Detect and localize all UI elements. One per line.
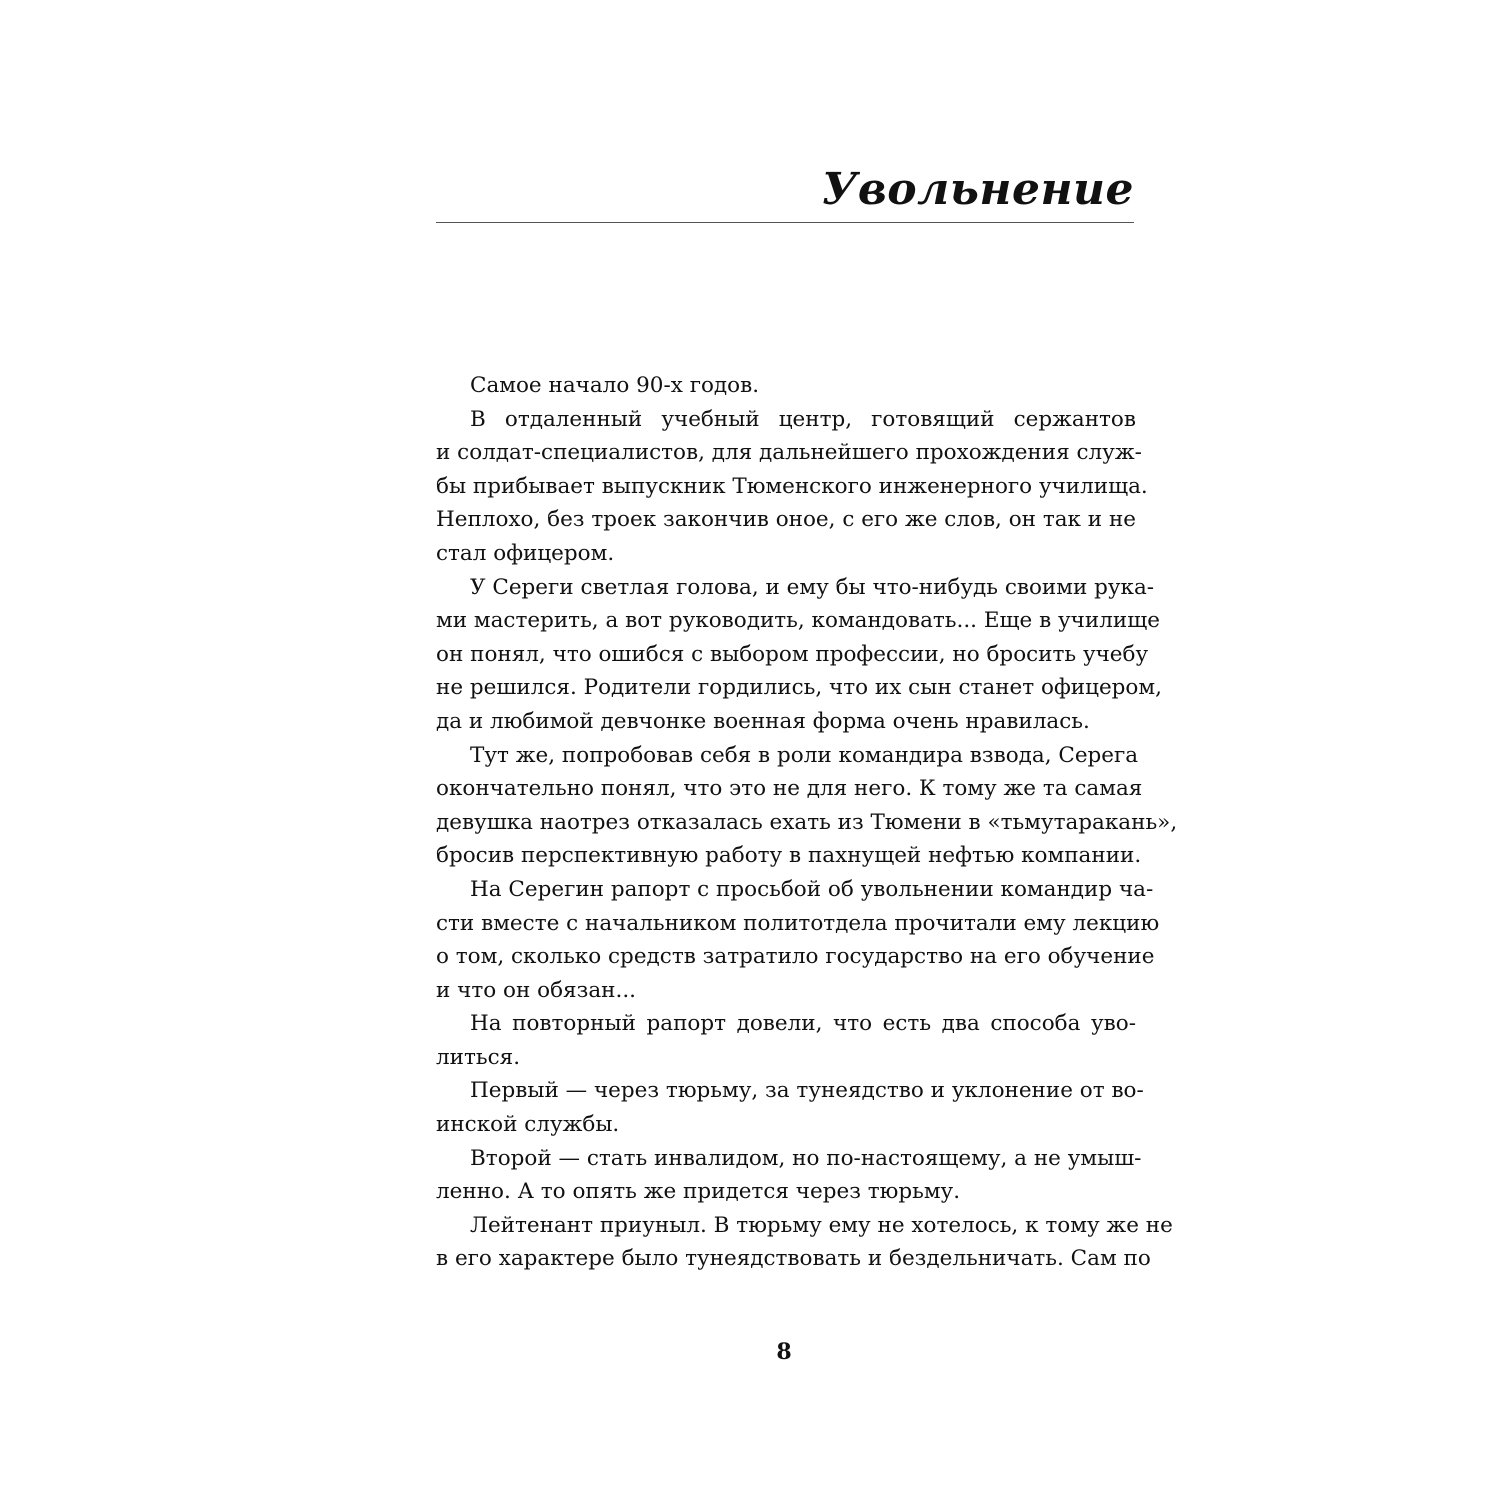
text-line: и что он обязан... (436, 977, 636, 1003)
text-line: бросив перспективную работу в пахнущей нефтью компании. (436, 843, 1142, 869)
chapter-body (436, 369, 1178, 1276)
text-line: Первый — через тюрьму, за тунеядство и уклонение от во- (470, 1078, 1144, 1104)
text-line: он понял, что ошибся с выбором профессии, но бросить учебу (436, 641, 1149, 667)
text-line: На Серегин рапорт с просьбой об увольнении командир ча- (470, 876, 1154, 902)
text-line: бы прибывает выпускник Тюменского инженерного училища. (436, 473, 1148, 499)
text-line: окончательно понял, что это не для него. К тому же та самая (436, 776, 1143, 802)
text-line: девушка наотрез отказалась ехать из Тюмени в «тьмутаракань», (436, 809, 1178, 835)
text-line: о том, сколько средств затратило государство на его обучение (436, 944, 1155, 970)
text-line: литься. (436, 1044, 521, 1070)
text-line: не решился. Родители гордились, что их сын станет офицером, (436, 675, 1162, 701)
page-number: 8 (776, 1339, 792, 1365)
text-line: стал офицером. (436, 540, 615, 566)
text-line: Самое начало 90-х годов. (470, 373, 760, 398)
text-line: ленно. А то опять же придется через тюрьму. (436, 1179, 961, 1205)
text-line: да и любимой девчонке военная форма очень нравилась. (436, 708, 1090, 734)
chapter-title: Увольнение (821, 164, 1134, 215)
text-line: На повторный рапорт довели, что есть два способа уво- (470, 1011, 1136, 1037)
text-line: Неплохо, без троек закончив оное, с его же слов, он так и не (436, 507, 1137, 533)
text-line: В отдаленный учебный центр, готовящий сержантов (470, 406, 1136, 432)
text-line: инской службы. (436, 1112, 620, 1138)
text-line: сти вместе с начальником политотдела прочитали ему лекцию (436, 910, 1160, 936)
text-line: ми мастерить, а вот руководить, командовать... Еще в училище (436, 608, 1160, 634)
text-line: Второй — стать инвалидом, но по-настоящему, а не умыш- (470, 1145, 1142, 1171)
title-divider (436, 222, 1134, 223)
text-line: Лейтенант приуныл. В тюрьму ему не хотелось, к тому же не (470, 1212, 1173, 1238)
text-line: Тут же, попробовав себя в роли командира взвода, Серега (470, 742, 1139, 768)
text-line: У Сереги светлая голова, и ему бы что-нибудь своими рука- (470, 574, 1155, 600)
text-line: в его характере было тунеядствовать и бездельничать. Сам по (436, 1246, 1151, 1272)
text-line: и солдат-специалистов, для дальнейшего прохождения служ- (436, 440, 1142, 466)
